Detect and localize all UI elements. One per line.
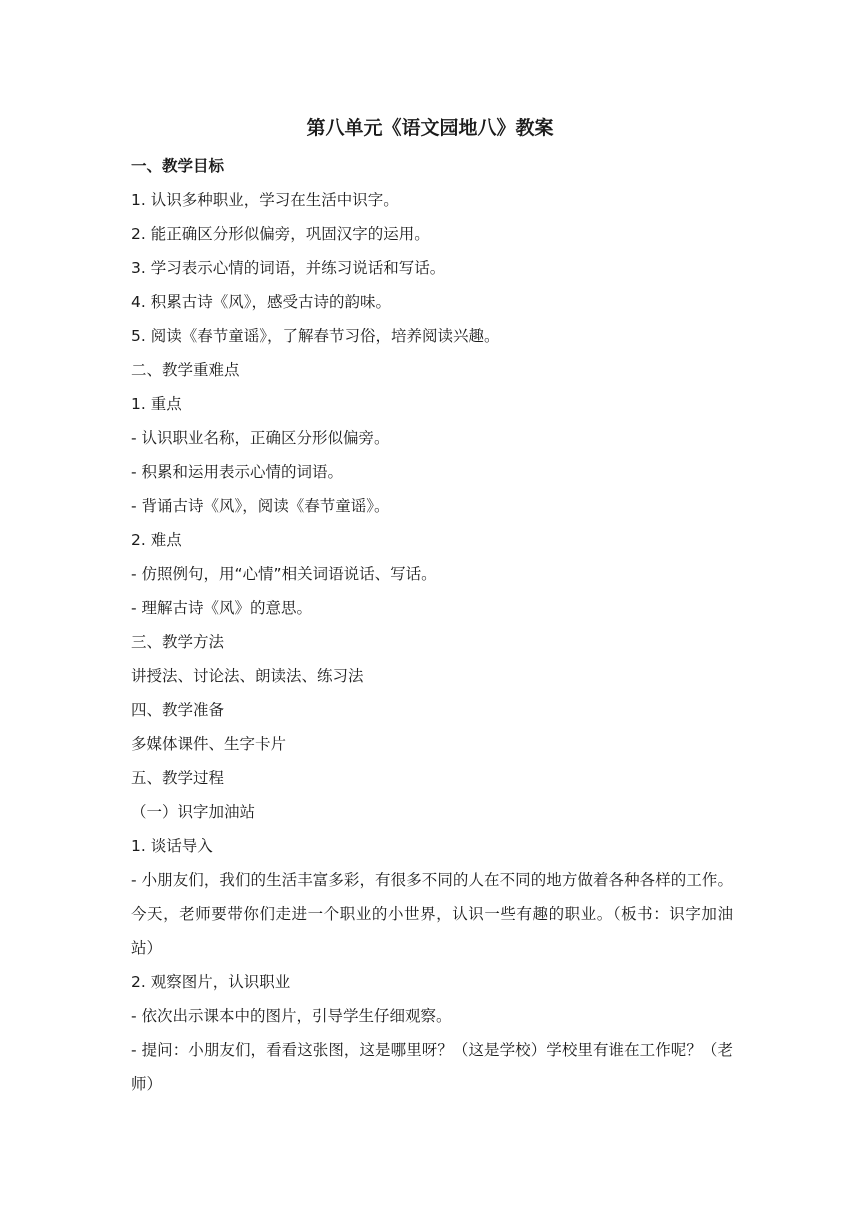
- goal-item: 1. 认识多种职业，学习在生活中识字。: [131, 191, 399, 209]
- section-heading-goals: 一、教学目标: [131, 157, 225, 175]
- goal-item: 5. 阅读《春节童谣》，了解春节习俗，培养阅读兴趣。: [131, 327, 500, 345]
- goal-item: 2. 能正确区分形似偏旁，巩固汉字的运用。: [131, 225, 430, 243]
- section-heading-key-points: 二、教学重难点: [131, 361, 240, 379]
- difficult-point-item: - 理解古诗《风》的意思。: [131, 599, 313, 617]
- preparation-text: 多媒体课件、生字卡片: [131, 735, 287, 753]
- process-paragraph: - 小朋友们，我们的生活丰富多彩，有很多不同的人在不同的地方做着各种各样的工作。今天，老师要带你们走进一个职业的小世界，认识一些有趣的职业。（板书：识字加油站）: [131, 871, 733, 957]
- document-title: 第八单元《语文园地八》教案: [306, 117, 554, 139]
- difficult-point-item: - 仿照例句，用“心情”相关词语说话、写话。: [131, 565, 437, 583]
- document-body: [131, 154, 733, 1106]
- process-subheading: （一）识字加油站: [131, 803, 256, 821]
- subheading-difficult: 2. 难点: [131, 531, 182, 549]
- process-step-item: - 依次出示课本中的图片，引导学生仔细观察。: [131, 1007, 452, 1025]
- key-point-item: - 积累和运用表示心情的词语。: [131, 463, 344, 481]
- process-step-heading: 1. 谈话导入: [131, 837, 213, 855]
- subheading-key: 1. 重点: [131, 395, 182, 413]
- section-heading-process: 五、教学过程: [131, 769, 225, 787]
- key-point-item: - 背诵古诗《风》，阅读《春节童谣》。: [131, 497, 390, 515]
- section-heading-preparation: 四、教学准备: [131, 701, 225, 719]
- methods-text: 讲授法、讨论法、朗读法、练习法: [131, 667, 364, 685]
- goal-item: 3. 学习表示心情的词语，并练习说话和写话。: [131, 259, 446, 277]
- goal-item: 4. 积累古诗《风》，感受古诗的韵味。: [131, 293, 391, 311]
- key-point-item: - 认识职业名称，正确区分形似偏旁。: [131, 429, 390, 447]
- process-step-heading: 2. 观察图片，认识职业: [131, 973, 291, 991]
- section-heading-methods: 三、教学方法: [131, 633, 225, 651]
- process-paragraph: - 提问：小朋友们，看看这张图，这是哪里呀？（这是学校）学校里有谁在工作呢？（老师）: [131, 1041, 733, 1093]
